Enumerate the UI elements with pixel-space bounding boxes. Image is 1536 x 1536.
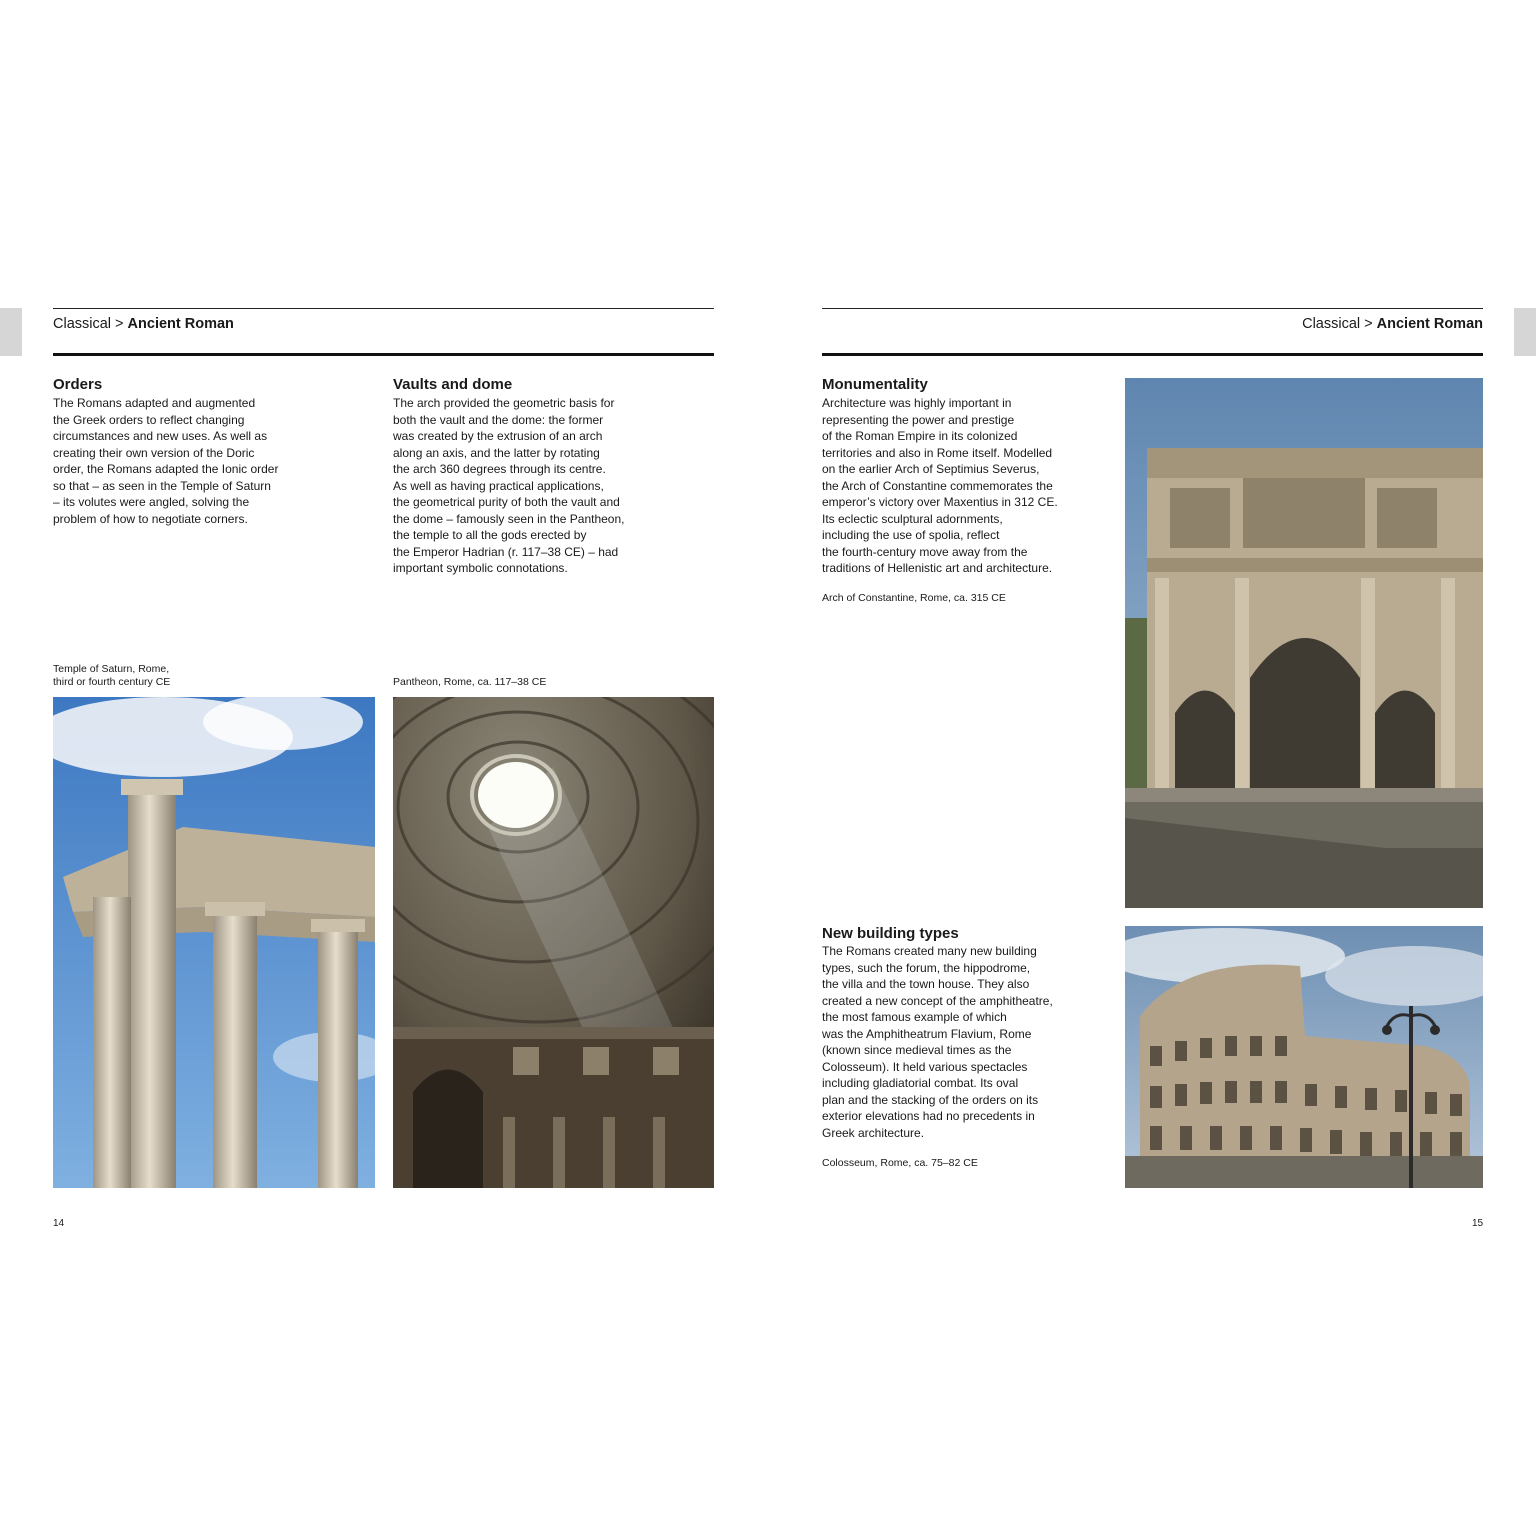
arch-of-constantine-photo	[1125, 378, 1483, 908]
vaults-body: The arch provided the geometric basis for both the vault and the dome: the former was created by the extrusion of an arch along an axis, and the latter by rotating the arch 360 degrees through its centre. As well as having practical applications, the geometrical purity of both the vault and the dome – famously seen in the Pantheon, the temple to all the gods erected by the Emperor Hadrian (r. 117–38 CE) – had important symbolic connotations.	[393, 396, 625, 575]
breadcrumb-current: Ancient Roman	[1376, 316, 1483, 332]
new-types-heading: New building types	[822, 925, 959, 942]
breadcrumb-separator: >	[1364, 316, 1373, 332]
arch-caption: Arch of Constantine, Rome, ca. 315 CE	[822, 592, 1006, 604]
breadcrumb-separator: >	[115, 316, 124, 332]
colosseum-photo	[1125, 926, 1483, 1188]
pantheon-photo	[393, 697, 714, 1188]
top-rule-left	[53, 308, 714, 309]
pantheon-caption: Pantheon, Rome, ca. 117–38 CE	[393, 676, 547, 688]
orders-heading: Orders	[53, 376, 103, 393]
breadcrumb-parent: Classical	[53, 316, 112, 332]
monumentality-body: Architecture was highly important in representing the power and prestige of the Roman Empire in its colonized territories and also in Rome itself. Modelled on the earlier Arch of Septimius Severus, the Arch of Constantine commemorates the emperor’s victory over Maxentius in 312 CE. Its eclectic sculptural adornments, including the use of spolia, reflect the fourth-century move away from the traditions of Hellenistic art and architecture.	[822, 396, 1058, 575]
header-rule-left	[53, 353, 714, 356]
orders-body: The Romans adapted and augmented the Greek orders to reflect changing circumstances and new uses. As well as creating their own version of the Doric order, the Romans adapted the Ionic order so that – as seen in the Temple of Saturn – its volutes were angled, solving the problem of how to negotiate corners.	[53, 396, 279, 526]
breadcrumb-current: Ancient Roman	[127, 316, 234, 332]
top-rule-right	[822, 308, 1483, 309]
monumentality-heading: Monumentality	[822, 376, 928, 393]
new-types-body: The Romans created many new building types, such the forum, the hippodrome, the villa and the town house. They also created a new concept of the amphitheatre, the most famous example of which was the Amphitheatrum Flavium, Rome (known since medieval times as the Colosseum). It held various spectacles including gladiatorial combat. Its oval plan and the stacking of the orders on its exterior elevations had no precedents in Greek architecture.	[822, 944, 1053, 1140]
breadcrumb-left	[53, 316, 234, 332]
breadcrumb-right	[1302, 316, 1483, 332]
page-number-left: 14	[53, 1218, 65, 1229]
vaults-heading: Vaults and dome	[393, 376, 513, 393]
temple-caption: Temple of Saturn, Rome, third or fourth century CE	[53, 663, 171, 688]
breadcrumb-parent: Classical	[1302, 316, 1361, 332]
page-number-right: 15	[1472, 1218, 1484, 1229]
left-edge-tab	[0, 308, 22, 356]
right-edge-tab	[1514, 308, 1536, 356]
colosseum-caption: Colosseum, Rome, ca. 75–82 CE	[822, 1157, 978, 1169]
temple-of-saturn-photo	[53, 697, 375, 1188]
header-rule-right	[822, 353, 1483, 356]
